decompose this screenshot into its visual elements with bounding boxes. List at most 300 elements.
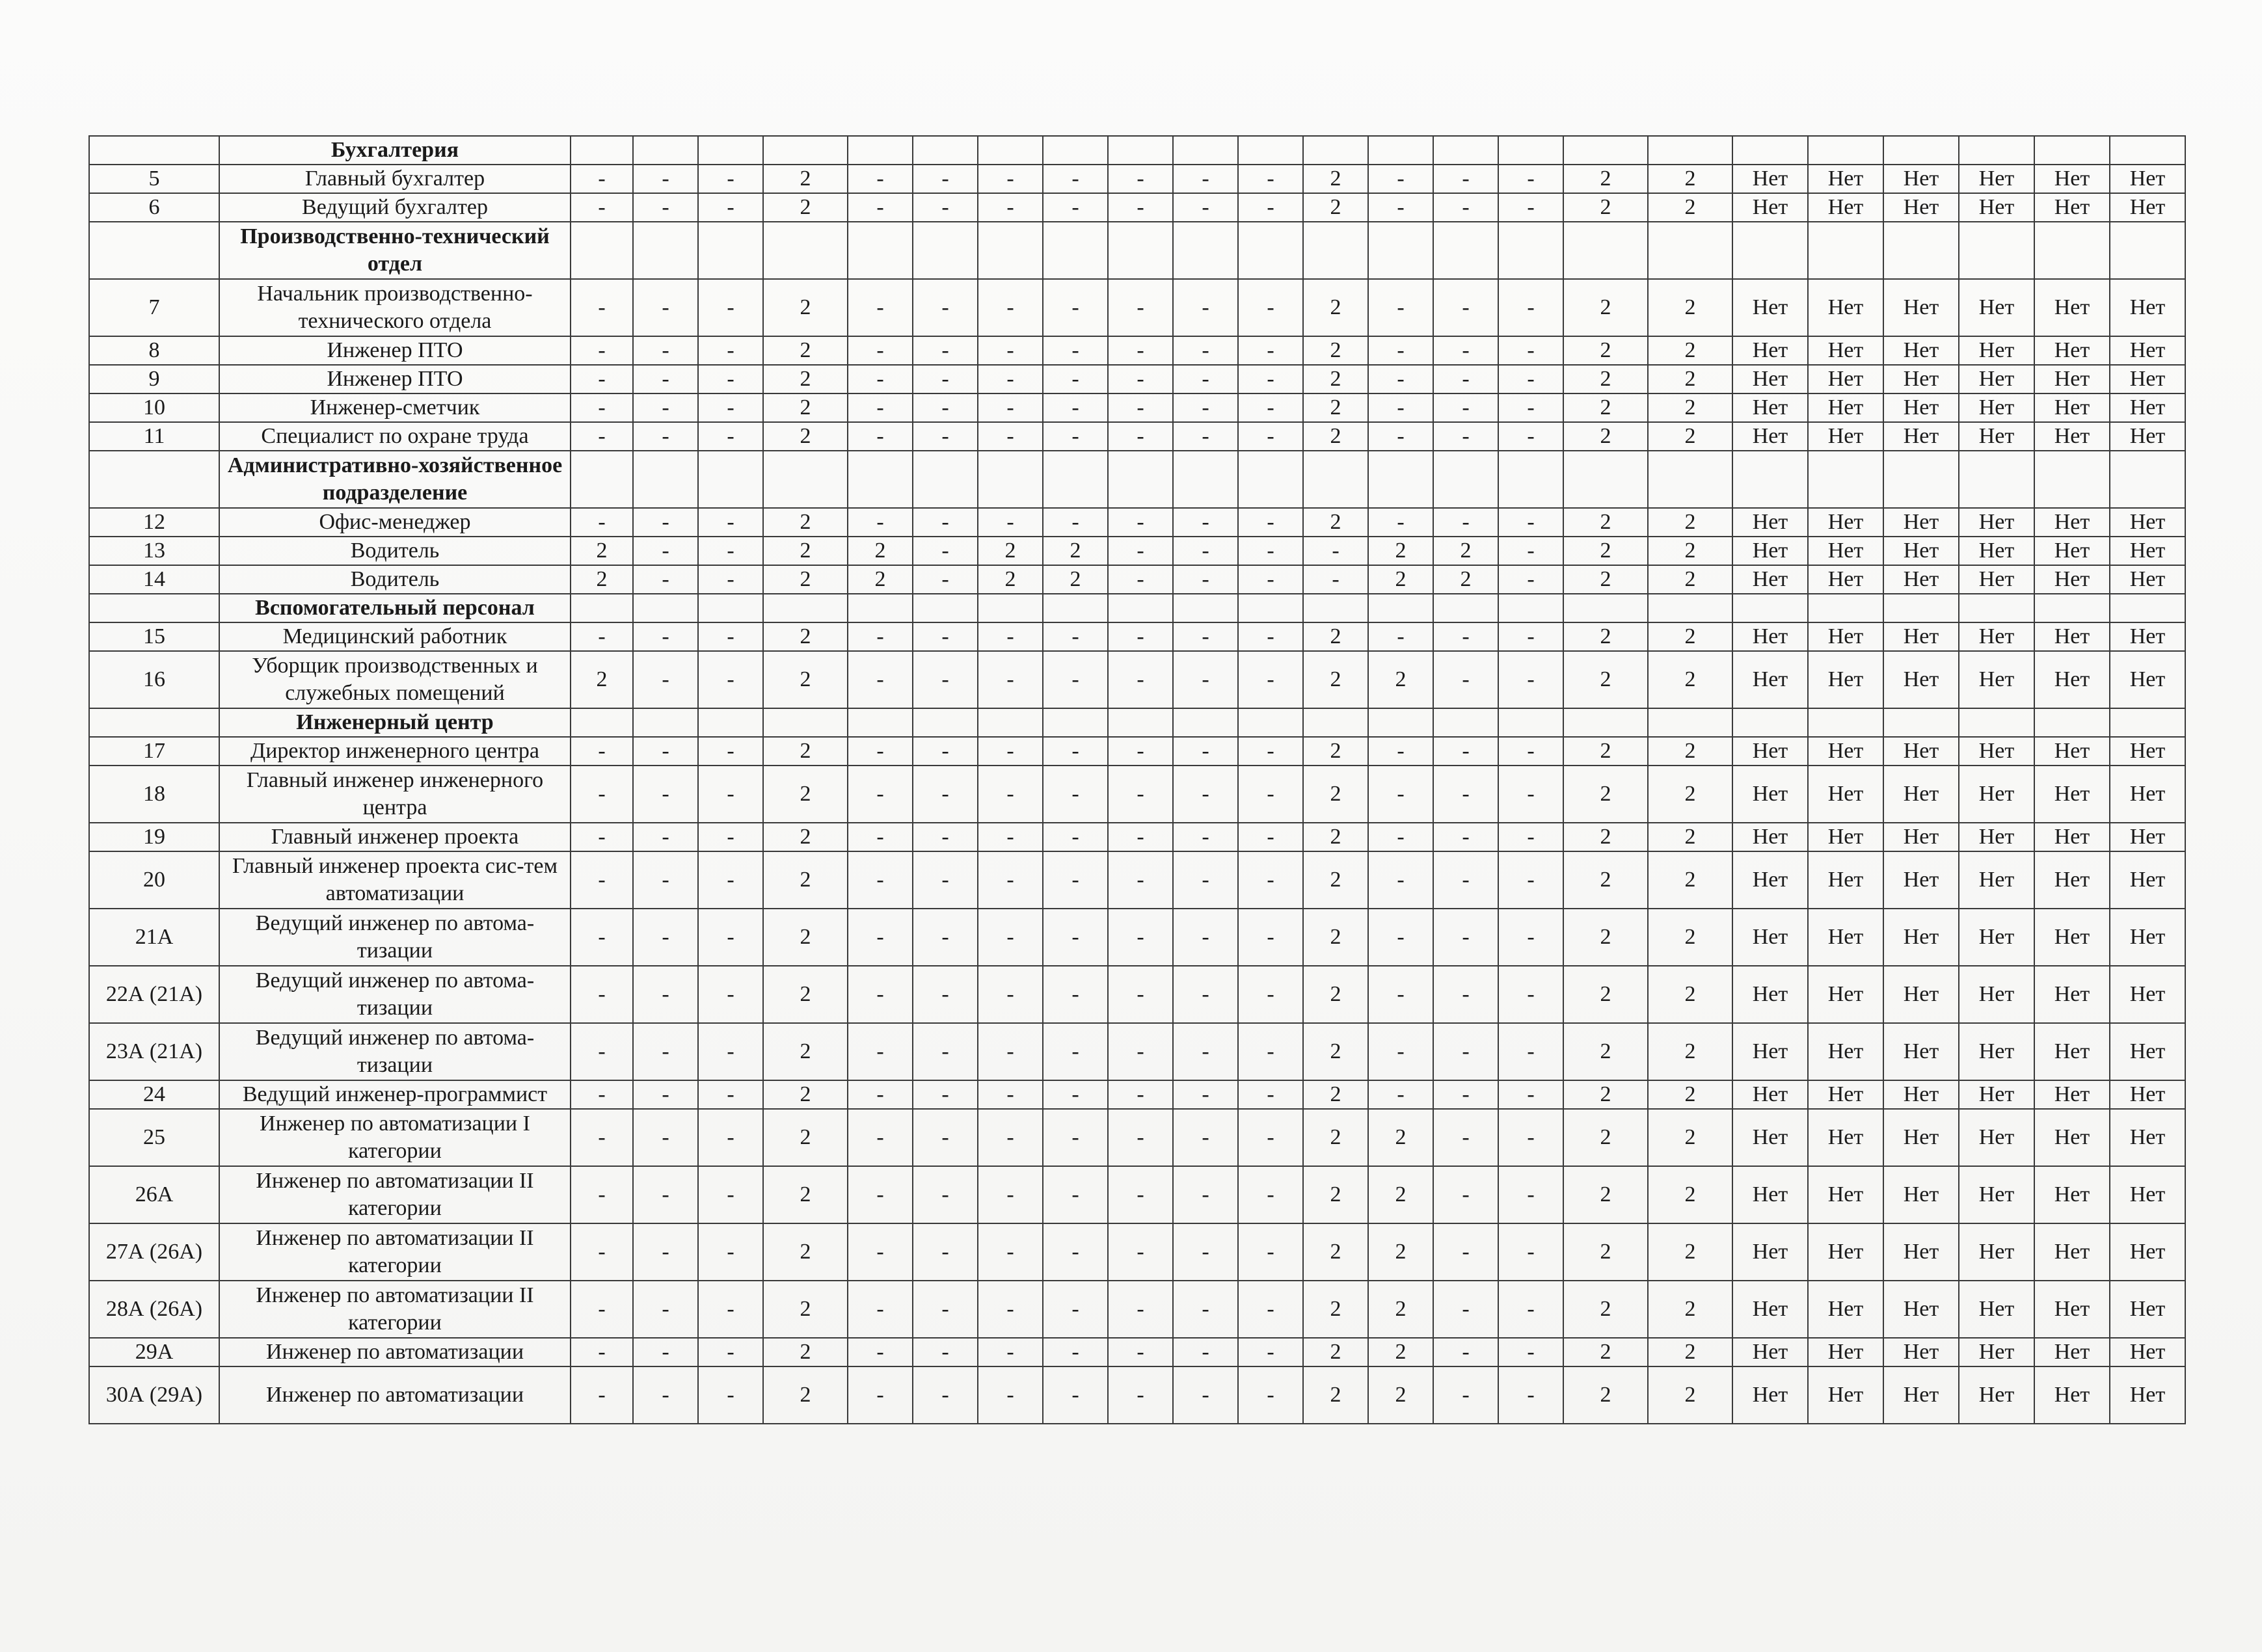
factor-class-cell: 2 <box>763 165 848 193</box>
row-number: 10 <box>89 393 219 422</box>
factor-class-cell: - <box>1173 766 1238 823</box>
factor-class-cell: 2 <box>763 193 848 222</box>
factor-class-cell: - <box>1368 823 1433 851</box>
factor-class-cell: 2 <box>1563 1338 1648 1366</box>
factor-class-cell: 2 <box>1303 279 1368 336</box>
factor-class-cell: 2 <box>1303 193 1368 222</box>
factor-class-cell: - <box>1498 622 1563 651</box>
factor-class-cell: 2 <box>1648 1366 1732 1424</box>
factor-class-cell <box>1303 708 1368 737</box>
factor-class-cell: - <box>913 336 978 365</box>
factor-class-cell: 2 <box>1303 393 1368 422</box>
factor-class-cell <box>978 222 1043 279</box>
factor-class-cell: - <box>571 1109 633 1166</box>
factor-class-cell: - <box>1108 766 1173 823</box>
factor-class-cell: - <box>1173 279 1238 336</box>
factor-class-cell: - <box>633 651 698 708</box>
factor-class-cell: - <box>1173 193 1238 222</box>
factor-class-cell: - <box>848 1080 913 1109</box>
factor-class-cell: 2 <box>763 1366 848 1424</box>
factor-class-cell: 2 <box>1303 365 1368 393</box>
factor-class-cell: - <box>913 622 978 651</box>
table-row <box>89 365 2185 393</box>
factor-class-cell: - <box>698 165 763 193</box>
factor-class-cell: 2 <box>848 537 913 565</box>
guarantee-cell: Нет <box>1732 422 1808 451</box>
row-number: 7 <box>89 279 219 336</box>
factor-class-cell: - <box>978 1023 1043 1080</box>
table-row <box>89 193 2185 222</box>
factor-class-cell: - <box>978 622 1043 651</box>
factor-class-cell: 2 <box>571 537 633 565</box>
guarantee-cell: Нет <box>1959 622 2034 651</box>
factor-class-cell: - <box>1498 165 1563 193</box>
guarantee-cell <box>1883 594 1959 622</box>
factor-class-cell: - <box>913 1166 978 1223</box>
guarantee-cell <box>2110 222 2185 279</box>
guarantee-cell: Нет <box>2034 165 2110 193</box>
factor-class-cell: - <box>1368 909 1433 966</box>
table-row <box>89 823 2185 851</box>
factor-class-cell: - <box>1043 165 1108 193</box>
factor-class-cell: 2 <box>1648 737 1732 766</box>
guarantee-cell: Нет <box>1883 565 1959 594</box>
factor-class-cell <box>1648 594 1732 622</box>
factor-class-cell: - <box>1238 851 1303 909</box>
factor-class-cell <box>1238 222 1303 279</box>
factor-class-cell: - <box>698 393 763 422</box>
factor-class-cell: - <box>1108 165 1173 193</box>
factor-class-cell: - <box>1173 651 1238 708</box>
factor-class-cell <box>913 451 978 508</box>
factor-class-cell: - <box>913 909 978 966</box>
table-row <box>89 1366 2185 1424</box>
row-number: 25 <box>89 1109 219 1166</box>
factor-class-cell: - <box>913 365 978 393</box>
factor-class-cell: - <box>1173 737 1238 766</box>
factor-class-cell <box>913 222 978 279</box>
guarantee-cell: Нет <box>2034 622 2110 651</box>
factor-class-cell: - <box>848 966 913 1023</box>
factor-class-cell: - <box>978 279 1043 336</box>
guarantee-cell <box>1732 222 1808 279</box>
guarantee-cell: Нет <box>2034 193 2110 222</box>
guarantee-cell: Нет <box>2034 737 2110 766</box>
factor-class-cell: - <box>698 279 763 336</box>
guarantee-cell: Нет <box>1808 336 1883 365</box>
factor-class-cell: 2 <box>1563 1023 1648 1080</box>
factor-class-cell: - <box>1173 365 1238 393</box>
factor-class-cell: 2 <box>763 1109 848 1166</box>
factor-class-cell: - <box>633 966 698 1023</box>
factor-class-cell: - <box>1433 193 1498 222</box>
factor-class-cell: - <box>848 193 913 222</box>
factor-class-cell: - <box>1368 766 1433 823</box>
factor-class-cell: - <box>633 336 698 365</box>
table-row <box>89 766 2185 823</box>
factor-class-cell: - <box>1498 737 1563 766</box>
factor-class-cell: - <box>571 909 633 966</box>
factor-class-cell: - <box>1433 365 1498 393</box>
guarantee-cell: Нет <box>2110 737 2185 766</box>
factor-class-cell <box>1368 136 1433 165</box>
guarantee-cell <box>1808 136 1883 165</box>
factor-class-cell: - <box>1238 565 1303 594</box>
factor-class-cell <box>1303 594 1368 622</box>
factor-class-cell: - <box>633 1166 698 1223</box>
factor-class-cell: - <box>1108 1223 1173 1281</box>
factor-class-cell: 2 <box>571 565 633 594</box>
factor-class-cell: - <box>698 737 763 766</box>
table-row <box>89 537 2185 565</box>
factor-class-cell: 2 <box>1368 1109 1433 1166</box>
factor-class-cell: - <box>571 851 633 909</box>
guarantee-cell: Нет <box>1732 537 1808 565</box>
factor-class-cell: - <box>1043 1109 1108 1166</box>
factor-class-cell: - <box>913 966 978 1023</box>
guarantee-cell: Нет <box>2034 279 2110 336</box>
table-container <box>88 135 2166 1424</box>
guarantee-cell: Нет <box>1732 508 1808 537</box>
factor-class-cell: - <box>1498 966 1563 1023</box>
guarantee-cell: Нет <box>1732 823 1808 851</box>
factor-class-cell: - <box>1108 422 1173 451</box>
guarantee-cell: Нет <box>1808 193 1883 222</box>
factor-class-cell: 2 <box>1563 851 1648 909</box>
factor-class-cell: 2 <box>1648 622 1732 651</box>
position-title: Ведущий инженер по автома-тизации <box>219 1023 571 1080</box>
factor-class-cell: - <box>848 622 913 651</box>
factor-class-cell <box>763 594 848 622</box>
guarantee-cell: Нет <box>1883 766 1959 823</box>
factor-class-cell: - <box>698 1023 763 1080</box>
factor-class-cell: - <box>1498 909 1563 966</box>
guarantee-cell: Нет <box>1808 651 1883 708</box>
factor-class-cell: - <box>698 336 763 365</box>
factor-class-cell <box>1433 222 1498 279</box>
guarantee-cell: Нет <box>1732 1223 1808 1281</box>
factor-class-cell: - <box>1498 1080 1563 1109</box>
position-title: Ведущий инженер-программист <box>219 1080 571 1109</box>
row-number: 9 <box>89 365 219 393</box>
factor-class-cell: - <box>1433 851 1498 909</box>
position-title: Инженер ПТО <box>219 336 571 365</box>
factor-class-cell: - <box>848 165 913 193</box>
guarantee-cell: Нет <box>1883 737 1959 766</box>
factor-class-cell: 2 <box>1433 537 1498 565</box>
row-number: 26А <box>89 1166 219 1223</box>
guarantee-cell: Нет <box>1883 1281 1959 1338</box>
guarantee-cell: Нет <box>2110 651 2185 708</box>
factor-class-cell: - <box>633 1023 698 1080</box>
factor-class-cell: 2 <box>1648 851 1732 909</box>
factor-class-cell: - <box>913 823 978 851</box>
guarantee-cell: Нет <box>2034 1023 2110 1080</box>
factor-class-cell: - <box>633 851 698 909</box>
factor-class-cell <box>1368 594 1433 622</box>
position-title: Начальник производственно-технического отдела <box>219 279 571 336</box>
factor-class-cell: - <box>848 651 913 708</box>
factor-class-cell: 2 <box>1563 537 1648 565</box>
guarantee-cell: Нет <box>2034 1166 2110 1223</box>
factor-class-cell: - <box>1108 651 1173 708</box>
factor-class-cell: - <box>913 193 978 222</box>
factor-class-cell: 2 <box>1648 1080 1732 1109</box>
factor-class-cell: 2 <box>1648 565 1732 594</box>
table-body <box>89 136 2185 1424</box>
guarantee-cell: Нет <box>1883 165 1959 193</box>
guarantee-cell <box>1732 708 1808 737</box>
guarantee-cell: Нет <box>1808 508 1883 537</box>
factor-class-cell: - <box>698 766 763 823</box>
guarantee-cell: Нет <box>1959 909 2034 966</box>
guarantee-cell: Нет <box>2034 393 2110 422</box>
factor-class-cell: - <box>698 1281 763 1338</box>
guarantee-cell: Нет <box>1808 1281 1883 1338</box>
guarantee-cell: Нет <box>2110 422 2185 451</box>
factor-class-cell: - <box>1238 1223 1303 1281</box>
guarantee-cell: Нет <box>1959 565 2034 594</box>
row-number: 15 <box>89 622 219 651</box>
guarantee-cell: Нет <box>2110 1338 2185 1366</box>
factor-class-cell: 2 <box>763 1023 848 1080</box>
guarantee-cell: Нет <box>1808 1166 1883 1223</box>
factor-class-cell: 2 <box>1368 1166 1433 1223</box>
factor-class-cell <box>1043 451 1108 508</box>
factor-class-cell: 2 <box>1303 1223 1368 1281</box>
factor-class-cell: 2 <box>1368 1338 1433 1366</box>
guarantee-cell <box>2034 451 2110 508</box>
factor-class-cell: - <box>1043 823 1108 851</box>
guarantee-cell: Нет <box>1883 365 1959 393</box>
factor-class-cell: 2 <box>1648 1166 1732 1223</box>
row-number: 30А (29А) <box>89 1366 219 1424</box>
factor-class-cell: - <box>698 508 763 537</box>
table-row <box>89 279 2185 336</box>
factor-class-cell: 2 <box>1368 565 1433 594</box>
factor-class-cell: 2 <box>1563 165 1648 193</box>
factor-class-cell: - <box>1368 279 1433 336</box>
guarantee-cell: Нет <box>2034 651 2110 708</box>
factor-class-cell: - <box>1498 336 1563 365</box>
factor-class-cell: 2 <box>1648 336 1732 365</box>
guarantee-cell: Нет <box>2110 565 2185 594</box>
factor-class-cell: - <box>633 537 698 565</box>
factor-class-cell: - <box>1498 823 1563 851</box>
factor-class-cell: - <box>1368 165 1433 193</box>
factor-class-cell: - <box>1498 1166 1563 1223</box>
table-row <box>89 1166 2185 1223</box>
factor-class-cell: - <box>1498 279 1563 336</box>
factor-class-cell: 2 <box>1563 565 1648 594</box>
factor-class-cell: - <box>1498 851 1563 909</box>
table-row <box>89 737 2185 766</box>
row-number <box>89 451 219 508</box>
factor-class-cell: 2 <box>1563 365 1648 393</box>
factor-class-cell: - <box>1108 966 1173 1023</box>
factor-class-cell: 2 <box>763 422 848 451</box>
table-row <box>89 851 2185 909</box>
factor-class-cell <box>1043 594 1108 622</box>
section-row <box>89 222 2185 279</box>
factor-class-cell: - <box>848 823 913 851</box>
guarantee-cell: Нет <box>2110 279 2185 336</box>
row-number: 22А (21А) <box>89 966 219 1023</box>
guarantee-cell: Нет <box>1808 909 1883 966</box>
factor-class-cell: - <box>698 1109 763 1166</box>
factor-class-cell: 2 <box>1303 909 1368 966</box>
factor-class-cell: - <box>1433 766 1498 823</box>
factor-class-cell: 2 <box>763 1166 848 1223</box>
factor-class-cell: - <box>1433 165 1498 193</box>
position-title: Ведущий инженер по автома-тизации <box>219 909 571 966</box>
factor-class-cell: - <box>1368 966 1433 1023</box>
factor-class-cell <box>633 222 698 279</box>
row-number: 21А <box>89 909 219 966</box>
guarantee-cell: Нет <box>1808 165 1883 193</box>
position-title: Главный инженер проекта сис-тем автоматизации <box>219 851 571 909</box>
factor-class-cell: - <box>633 365 698 393</box>
guarantee-cell: Нет <box>2110 537 2185 565</box>
factor-class-cell: - <box>571 508 633 537</box>
row-number: 12 <box>89 508 219 537</box>
guarantee-cell: Нет <box>1883 651 1959 708</box>
guarantee-cell: Нет <box>1883 1366 1959 1424</box>
guarantee-cell: Нет <box>1808 1080 1883 1109</box>
factor-class-cell: - <box>1043 1281 1108 1338</box>
factor-class-cell: 2 <box>1043 537 1108 565</box>
guarantee-cell: Нет <box>1883 336 1959 365</box>
factor-class-cell: - <box>978 508 1043 537</box>
factor-class-cell: - <box>1043 422 1108 451</box>
guarantee-cell <box>2110 136 2185 165</box>
factor-class-cell: 2 <box>1648 393 1732 422</box>
factor-class-cell: - <box>1173 508 1238 537</box>
factor-class-cell: - <box>1173 1080 1238 1109</box>
factor-class-cell: 2 <box>763 622 848 651</box>
guarantee-cell: Нет <box>2034 966 2110 1023</box>
factor-class-cell: - <box>571 393 633 422</box>
factor-class-cell: - <box>1368 422 1433 451</box>
factor-class-cell: - <box>1173 393 1238 422</box>
factor-class-cell: - <box>633 823 698 851</box>
factor-class-cell <box>1043 708 1108 737</box>
factor-class-cell: - <box>913 1109 978 1166</box>
factor-class-cell: 2 <box>1648 1023 1732 1080</box>
row-number <box>89 222 219 279</box>
factor-class-cell: - <box>633 565 698 594</box>
factor-class-cell: - <box>1108 622 1173 651</box>
factor-class-cell: - <box>848 1109 913 1166</box>
factor-class-cell <box>1648 136 1732 165</box>
factor-class-cell: - <box>978 422 1043 451</box>
factor-class-cell: 2 <box>763 766 848 823</box>
factor-class-cell: - <box>1043 193 1108 222</box>
row-number: 19 <box>89 823 219 851</box>
position-title: Инженер по автоматизации I категории <box>219 1109 571 1166</box>
factor-class-cell: 2 <box>763 1080 848 1109</box>
factor-class-cell: 2 <box>763 851 848 909</box>
guarantee-cell: Нет <box>2110 365 2185 393</box>
factor-class-cell: - <box>1433 422 1498 451</box>
guarantee-cell: Нет <box>1959 766 2034 823</box>
factor-class-cell: - <box>1238 537 1303 565</box>
row-number <box>89 708 219 737</box>
guarantee-cell: Нет <box>1883 1166 1959 1223</box>
guarantee-cell: Нет <box>2034 537 2110 565</box>
factor-class-cell: - <box>698 537 763 565</box>
factor-class-cell: - <box>633 766 698 823</box>
factor-class-cell: - <box>1433 1338 1498 1366</box>
factor-class-cell: - <box>978 365 1043 393</box>
factor-class-cell: - <box>848 393 913 422</box>
factor-class-cell: 2 <box>1303 737 1368 766</box>
factor-class-cell: - <box>571 365 633 393</box>
factor-class-cell: - <box>1368 1023 1433 1080</box>
factor-class-cell: - <box>1498 1223 1563 1281</box>
factor-class-cell: 2 <box>763 336 848 365</box>
factor-class-cell: - <box>571 422 633 451</box>
guarantee-cell: Нет <box>1959 823 2034 851</box>
row-number: 20 <box>89 851 219 909</box>
factor-class-cell: - <box>1238 1023 1303 1080</box>
guarantee-cell: Нет <box>1808 851 1883 909</box>
factor-class-cell: - <box>1498 1109 1563 1166</box>
factor-class-cell: - <box>913 1338 978 1366</box>
guarantee-cell: Нет <box>1808 1109 1883 1166</box>
guarantee-cell <box>1808 708 1883 737</box>
factor-class-cell: - <box>1043 1223 1108 1281</box>
factor-class-cell: - <box>1043 909 1108 966</box>
factor-class-cell <box>978 136 1043 165</box>
guarantee-cell: Нет <box>2034 365 2110 393</box>
factor-class-cell: 2 <box>1303 508 1368 537</box>
row-number <box>89 136 219 165</box>
factor-class-cell: - <box>1108 1366 1173 1424</box>
guarantee-cell: Нет <box>1959 365 2034 393</box>
factor-class-cell: - <box>633 737 698 766</box>
factor-class-cell: - <box>1498 193 1563 222</box>
special-assessment-table <box>88 135 2186 1424</box>
factor-class-cell: - <box>1173 966 1238 1023</box>
factor-class-cell: - <box>1433 1223 1498 1281</box>
factor-class-cell: - <box>848 365 913 393</box>
factor-class-cell <box>848 136 913 165</box>
factor-class-cell: - <box>1433 336 1498 365</box>
row-number: 13 <box>89 537 219 565</box>
factor-class-cell: - <box>1238 422 1303 451</box>
factor-class-cell: 2 <box>763 1223 848 1281</box>
factor-class-cell: - <box>1433 737 1498 766</box>
factor-class-cell: - <box>1498 422 1563 451</box>
factor-class-cell: 2 <box>763 393 848 422</box>
factor-class-cell <box>571 708 633 737</box>
factor-class-cell: - <box>698 422 763 451</box>
guarantee-cell: Нет <box>2110 823 2185 851</box>
section-row <box>89 451 2185 508</box>
guarantee-cell: Нет <box>2110 193 2185 222</box>
factor-class-cell: - <box>571 1080 633 1109</box>
guarantee-cell: Нет <box>1883 1023 1959 1080</box>
factor-class-cell <box>1648 222 1732 279</box>
factor-class-cell: - <box>848 851 913 909</box>
section-title: Административно-хозяйственное подразделение <box>219 451 571 508</box>
guarantee-cell: Нет <box>2034 823 2110 851</box>
guarantee-cell: Нет <box>1732 165 1808 193</box>
factor-class-cell: 2 <box>1648 508 1732 537</box>
factor-class-cell <box>763 451 848 508</box>
factor-class-cell: - <box>1303 537 1368 565</box>
